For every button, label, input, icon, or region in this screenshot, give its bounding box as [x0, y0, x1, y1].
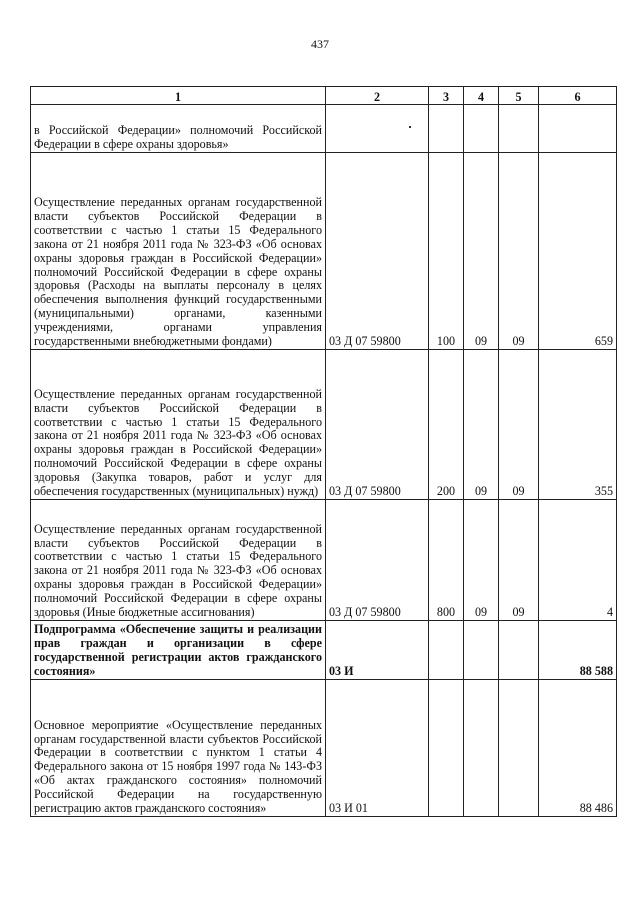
row-target-code — [326, 105, 429, 153]
row-description: Осуществление переданных органам государственной власти субъектов Российской Федерации в соответствии с частью 1 статьи 15 Федерального закона от 21 ноября 2011 года № 323-ФЗ «Об основах охраны здоровья граждан в Российской Федерации» полномочий Российской Федерации в сфере охраны здоровья (Закупка товаров, работ и услуг для обеспечения государственных (муниципальных) нужд) — [31, 350, 326, 500]
header-col-6: 6 — [539, 87, 617, 105]
row-expense-type: 800 — [429, 500, 464, 621]
row-expense-type — [429, 621, 464, 680]
header-col-2: 2 — [326, 87, 429, 105]
row-target-code: 03 Д 07 59800 — [326, 500, 429, 621]
row-amount: 355 — [539, 350, 617, 500]
header-col-1: 1 — [31, 87, 326, 105]
table-row — [31, 153, 617, 350]
row-target-code: 03 Д 07 59800 — [326, 350, 429, 500]
row-section — [464, 621, 499, 680]
row-section: 09 — [464, 153, 499, 350]
row-amount: 659 — [539, 153, 617, 350]
table-row — [31, 680, 617, 817]
row-section — [464, 105, 499, 153]
scan-speck — [409, 126, 411, 128]
row-amount — [539, 105, 617, 153]
row-description: Основное мероприятие «Осуществление переданных органам государственной власти субъектов Российской Федерации в соответствии с пунктом 1 статьи 4 Федерального закона от 15 ноября 1997 года № 143-ФЗ «Об актах гражданского состояния» полномочий Российской Федерации на государственную регистрацию актов гражданского состояния» — [31, 680, 326, 817]
table-row — [31, 350, 617, 500]
row-subsection: 09 — [499, 153, 539, 350]
row-expense-type: 200 — [429, 350, 464, 500]
row-subsection — [499, 680, 539, 817]
row-description: в Российской Федерации» полномочий Российской Федерации в сфере охраны здоровья» — [31, 105, 326, 153]
page-number: 437 — [311, 37, 329, 51]
budget-table — [30, 86, 617, 817]
row-amount: 4 — [539, 500, 617, 621]
table-row — [31, 500, 617, 621]
row-amount: 88 588 — [539, 621, 617, 680]
row-target-code: 03 И 01 — [326, 680, 429, 817]
row-description: Подпрограмма «Обеспечение защиты и реализации прав граждан и организации в сфере государственной регистрации актов гражданского состояния» — [31, 621, 326, 680]
row-description: Осуществление переданных органам государственной власти субъектов Российской Федерации в соответствии с частью 1 статьи 15 Федерального закона от 21 ноября 2011 года № 323-ФЗ «Об основах охраны здоровья граждан в Российской Федерации» полномочий Российской Федерации в сфере охраны здоровья (Иные бюджетные ассигнования) — [31, 500, 326, 621]
table-row — [31, 105, 617, 153]
row-subsection: 09 — [499, 350, 539, 500]
row-section — [464, 680, 499, 817]
row-expense-type: 100 — [429, 153, 464, 350]
row-expense-type — [429, 680, 464, 817]
row-amount: 88 486 — [539, 680, 617, 817]
table-row — [31, 621, 617, 680]
row-expense-type — [429, 105, 464, 153]
row-subsection — [499, 621, 539, 680]
row-subsection — [499, 105, 539, 153]
row-section: 09 — [464, 500, 499, 621]
row-target-code: 03 Д 07 59800 — [326, 153, 429, 350]
row-target-code: 03 И — [326, 621, 429, 680]
row-description: Осуществление переданных органам государственной власти субъектов Российской Федерации в соответствии с частью 1 статьи 15 Федерального закона от 21 ноября 2011 года № 323-ФЗ «Об основах охраны здоровья граждан в Российской Федерации» полномочий Российской Федерации в сфере охраны здоровья (Расходы на выплаты персоналу в целях обеспечения выполнения функций государственными (муниципальными) органами, казенными учреждениями, органами управления государственными внебюджетными фондами) — [31, 153, 326, 350]
header-col-5: 5 — [499, 87, 539, 105]
header-row — [31, 87, 617, 105]
header-col-4: 4 — [464, 87, 499, 105]
header-col-3: 3 — [429, 87, 464, 105]
row-section: 09 — [464, 350, 499, 500]
row-subsection: 09 — [499, 500, 539, 621]
